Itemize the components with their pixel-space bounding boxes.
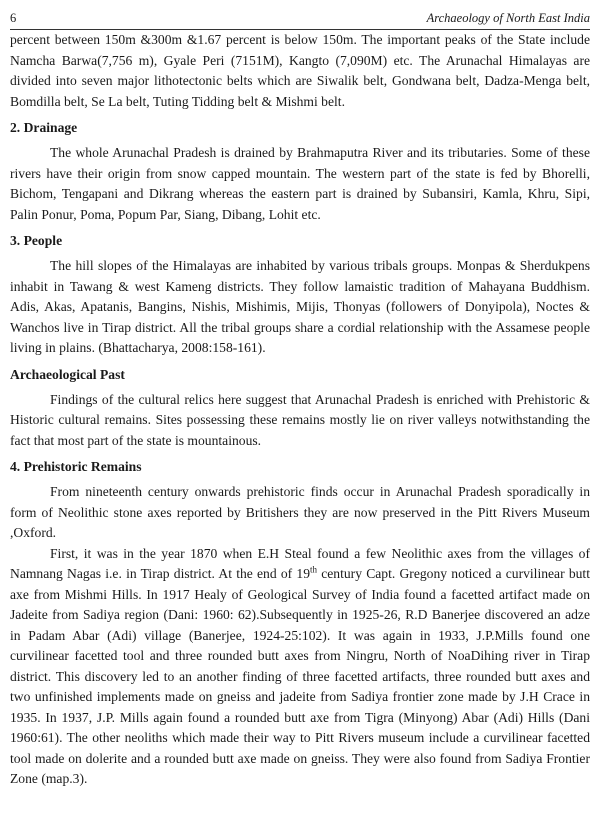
people-paragraph: The hill slopes of the Himalayas are inhabited by various tribals groups. Monpas & Sherdukpens inhabit in Tawang & west Kameng districts. They follow lamaistic tradition of Mahayana Buddhism. Adis, Akas, Apatanis, Bangins, Nishis, Mishimis, Mijis, Thonyas (followers of Donyipola), Noctes & Wanchos live in Tirap district. All the tribal groups share a cordial relationship with the Assamese people living in plains. (Bhattacharya, 2008:158-161). — [10, 258, 590, 355]
drainage-heading: 2. Drainage — [10, 120, 78, 135]
archaeological-past-paragraph: Findings of the cultural relics here suggest that Arunachal Pradesh is enriched with Prehistoric & Historic cultural remains. Sites possessing these remains mostly lie on river valleys notwithstanding the fact that most part of the state is mountainous. — [10, 391, 590, 448]
ordinal-superscript: th — [310, 564, 318, 575]
drainage-paragraph: The whole Arunachal Pradesh is drained by Brahmaputra River and its tributaries. Some of these rivers have their origin from snow capped mountain. The western part of the state is fed by Bhorelli, Bichom, Tengapani and Dikrang whereas the eastern part is drained by Subansiri, Kamla, Khru, Sipi, Palin Ponur, Poma, Popum Par, Siang, Dibang, Lohit etc. — [10, 145, 590, 222]
running-title: Archaeology of North East India — [426, 11, 590, 25]
prehistoric-paragraph-2-rest: century Capt. Gregony noticed a curvilinear butt axe from Mishmi Hills. In 1917 Healy of Geological Survey of India found a facetted artifact made on Jadeite from Sadiya region (Dani: 1960: 62).Subsequently in 1925-26, R.D Banerjee discovered an adze in Padam Abar (Adi) village (Banerjee, 1924-25:102). It was again in 1933, J.P.Mills found one curvilinear facetted tool and three rounded butt axes from Ningru, North of NoaDihing river in Tirap district. This discovery led to an another finding of three facetted artifacts, three rounded butt axes and two unfinished implements made on gneiss and jadeite from Sadiya frontier zone made by J.H Crace in 1935. In 1937, J.P. Mills again found a rounded butt axe from Tigra (Minyong) Abar (Adi) Hills (Dani 1960:61). The other neoliths which made their way to Pitt Rivers museum include a curvilinear facetted tool made on dolerite and a rounded butt axe made on gneiss. They were also found from Sadiya Frontier Zone (map.3). — [10, 566, 590, 786]
intro-paragraph: percent between 150m &300m &1.67 percent is below 150m. The important peaks of the State include Namcha Barwa(7,756 m), Gyale Peri (7151M), Kangto (7,090M) etc. The Arunachal Himalayas are divided into seven major lithotectonic belts which are Siwalik belt, Gondwana belt, Dadza-Menga belt, Bomdilla belt, Se La belt, Tuting Tidding belt & Mishmi belt. — [10, 32, 590, 109]
running-header — [10, 0, 590, 30]
people-heading: 3. People — [10, 233, 63, 248]
prehistoric-paragraph-2-start: First, it was in the year 1870 when E.H Steal found a few Neolithic axes from the villages of Namnang Nagas i.e. in Tirap district. At the end of 19 — [10, 545, 590, 581]
prehistoric-remains-heading: 4. Prehistoric Remains — [10, 459, 142, 474]
archaeological-past-heading: Archaeological Past — [10, 366, 125, 382]
page-body — [10, 30, 590, 790]
prehistoric-paragraph-2 — [10, 544, 590, 790]
prehistoric-paragraph-1: From nineteenth century onwards prehistoric finds occur in Arunachal Pradesh sporadically in form of Neolithic stone axes reported by Britishers they are now preserved in the Pitt Rivers Museum ,Oxford. — [10, 484, 590, 540]
page-number: 6 — [10, 11, 17, 25]
